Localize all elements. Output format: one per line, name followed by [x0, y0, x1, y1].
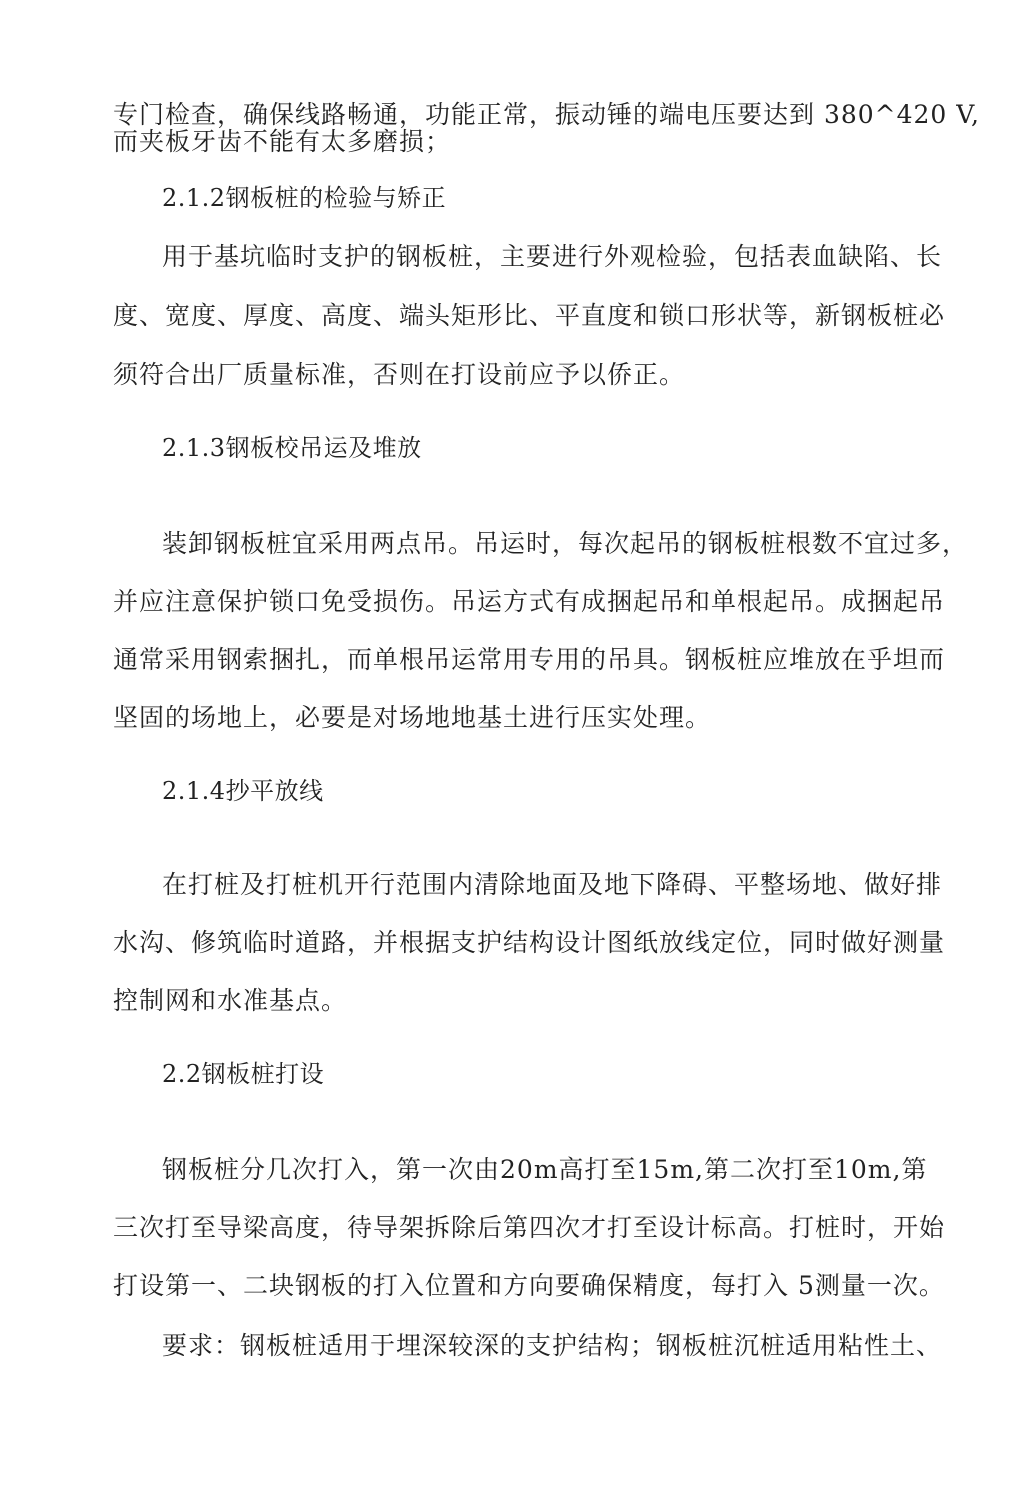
para-2-1-2-line-1: 用于基坑临时支护的钢板桩，主要进行外观检验，包括表血缺陷、长	[162, 242, 943, 271]
heading-2-1-2: 2.1.2钢板桩的检验与矫正	[162, 184, 447, 212]
para-2-2-line-4: 要求：钢板桩适用于埋深较深的支护结构；钢板桩沉桩适用粘性土、	[162, 1331, 943, 1360]
para-2-1-4-line-3: 控制网和水准基点。	[113, 986, 348, 1015]
para-2-1-4-line-1: 在打桩及打桩机开行范围内清除地面及地下降碍、平整场地、做好排	[162, 870, 943, 899]
heading-2-1-4: 2.1.4抄平放线	[162, 777, 324, 805]
para-2-1-3-line-3: 通常采用钢索捆扎，而单根吊运常用专用的吊具。钢板桩应堆放在乎坦而	[113, 645, 946, 674]
para-2-2-line-2: 三次打至导梁高度，待导架拆除后第四次才打至设计标高。打桩时，开始	[113, 1213, 946, 1242]
para-2-1-3-line-1: 装卸钢板桩宜采用两点吊。吊运时，每次起吊的钢板桩根数不宜过多，	[162, 529, 969, 558]
para-2-1-4-line-2: 水沟、修筑临时道路，并根据支护结构设计图纸放线定位，同时做好测量	[113, 928, 946, 957]
para-2-2-line-3: 打设第一、二块钢板的打入位置和方向要确保精度，每打入 5测量一次。	[113, 1271, 945, 1300]
heading-2-1-3: 2.1.3钢板校吊运及堆放	[162, 434, 422, 462]
para-2-1-2-line-3: 须符合出厂质量标准，否则在打设前应予以侨正。	[113, 360, 686, 389]
intro-line-1: 专门检查，确保线路畅通，功能正常，振动锤的端电压要达到 380^420 V,	[113, 100, 980, 129]
para-2-1-3-line-4: 坚固的场地上，必要是对场地地基土进行压实处理。	[113, 703, 712, 732]
para-2-2-line-1: 钢板桩分几次打入，第一次由20m高打至15m,第二次打至10m,第	[162, 1155, 928, 1184]
heading-2-2: 2.2钢板桩打设	[162, 1060, 325, 1088]
para-2-1-2-line-2: 度、宽度、厚度、高度、端头矩形比、平直度和锁口形状等，新钢板桩必	[113, 301, 946, 330]
para-2-1-3-line-2: 并应注意保护锁口免受损伤。吊运方式有成捆起吊和单根起吊。成捆起吊	[113, 587, 946, 616]
intro-line-2: 而夹板牙齿不能有太多磨损；	[113, 127, 452, 156]
